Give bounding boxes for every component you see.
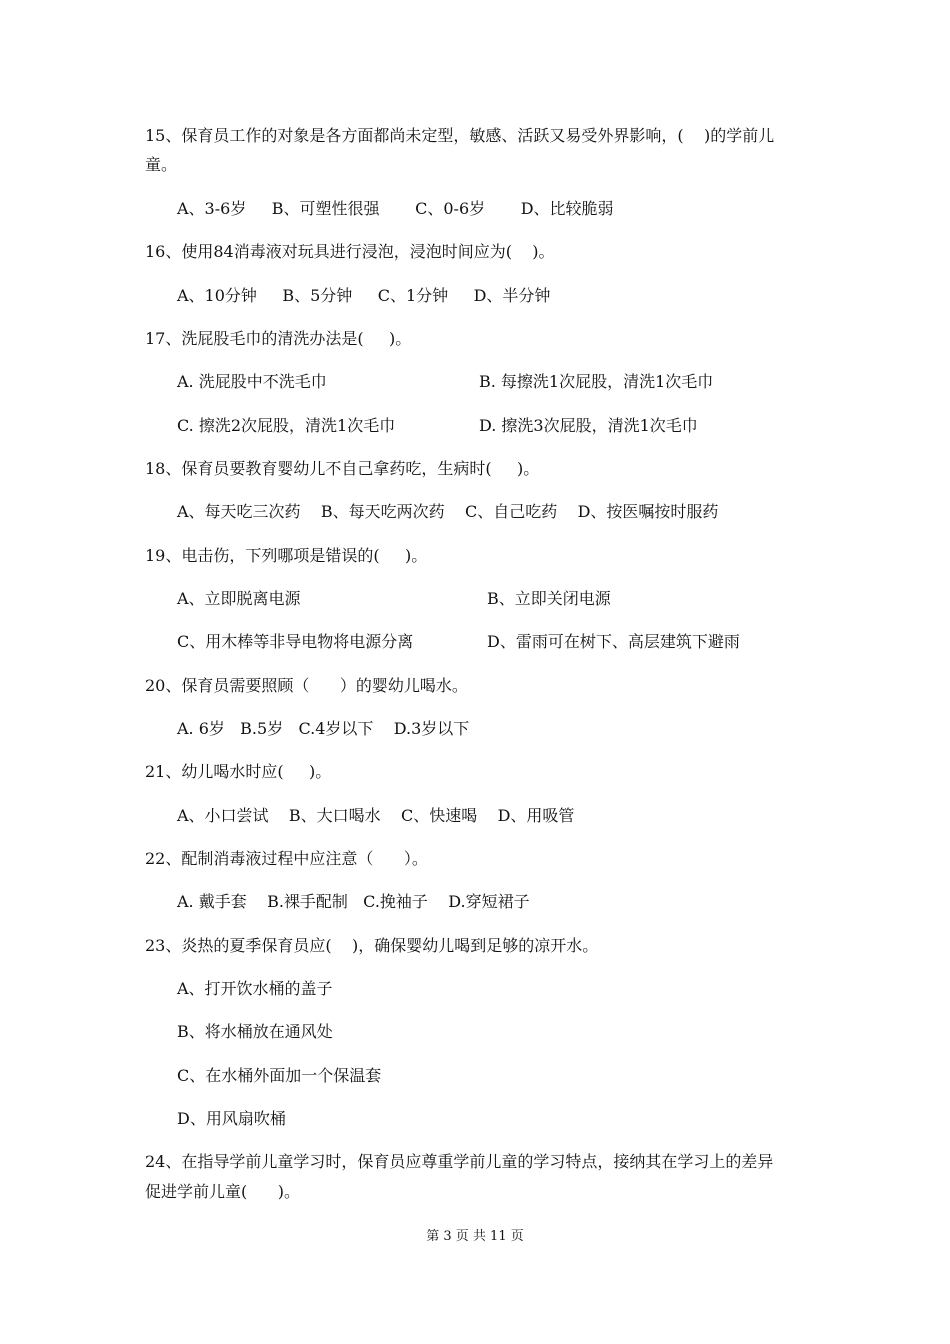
question-15-line-1: 15、保育员工作的对象是各方面都尚未定型，敏感、活跃又易受外界影响，( )的学前儿 xyxy=(145,126,775,145)
question-16-options: A、10分钟 B、5分钟 C、1分钟 D、半分钟 xyxy=(177,286,551,305)
question-23-option-b: B、将水桶放在通风处 xyxy=(177,1022,333,1041)
page-number-footer: 第 3 页 共 11 页 xyxy=(426,1229,524,1244)
question-19-option-c: C、用木棒等非导电物将电源分离 xyxy=(177,632,414,651)
question-17-option-c: C. 擦洗2次屁股，清洗1次毛巾 xyxy=(177,416,396,435)
question-20-options: A. 6岁 B.5岁 C.4岁以下 D.3岁以下 xyxy=(177,719,470,738)
question-24-line-1: 24、在指导学前儿童学习时，保育员应尊重学前儿童的学习特点，接纳其在学习上的差异 xyxy=(145,1152,774,1171)
question-20-stem: 20、保育员需要照顾（ ）的婴幼儿喝水。 xyxy=(145,676,468,695)
question-24-line-2: 促进学前儿童( )。 xyxy=(145,1182,301,1201)
question-19-stem: 19、电击伤，下列哪项是错误的( )。 xyxy=(145,546,428,565)
question-23-option-a: A、打开饮水桶的盖子 xyxy=(177,979,333,998)
question-17-option-b: B. 每擦洗1次屁股，清洗1次毛巾 xyxy=(479,372,714,391)
question-15-line-2: 童。 xyxy=(145,155,178,174)
question-17-option-a: A. 洗屁股中不洗毛巾 xyxy=(177,372,327,391)
question-23-option-c: C、在水桶外面加一个保温套 xyxy=(177,1066,382,1085)
question-15-options: A、3-6岁 B、可塑性很强 C、0-6岁 D、比较脆弱 xyxy=(177,199,614,218)
question-21-options: A、小口尝试 B、大口喝水 C、快速喝 D、用吸管 xyxy=(177,806,575,825)
question-23-stem: 23、炎热的夏季保育员应( )，确保婴幼儿喝到足够的凉开水。 xyxy=(145,936,599,955)
question-19-option-b: B、立即关闭电源 xyxy=(487,589,611,608)
question-22-options: A. 戴手套 B.裸手配制 C.挽袖子 D.穿短裙子 xyxy=(177,892,530,911)
question-18-stem: 18、保育员要教育婴幼儿不自己拿药吃，生病时( )。 xyxy=(145,459,540,478)
question-16-stem: 16、使用84消毒液对玩具进行浸泡，浸泡时间应为( )。 xyxy=(145,242,555,261)
question-17-option-d: D. 擦洗3次屁股，清洗1次毛巾 xyxy=(479,416,698,435)
question-21-stem: 21、幼儿喝水时应( )。 xyxy=(145,762,332,781)
question-17-stem: 17、洗屁股毛巾的清洗办法是( )。 xyxy=(145,329,412,348)
question-23-option-d: D、用风扇吹桶 xyxy=(177,1109,286,1128)
question-18-options: A、每天吃三次药 B、每天吃两次药 C、自己吃药 D、按医嘱按时服药 xyxy=(177,502,719,521)
question-19-option-a: A、立即脱离电源 xyxy=(177,589,301,608)
question-19-option-d: D、雷雨可在树下、高层建筑下避雨 xyxy=(487,632,740,651)
question-22-stem: 22、配制消毒液过程中应注意（ ）。 xyxy=(145,849,428,868)
